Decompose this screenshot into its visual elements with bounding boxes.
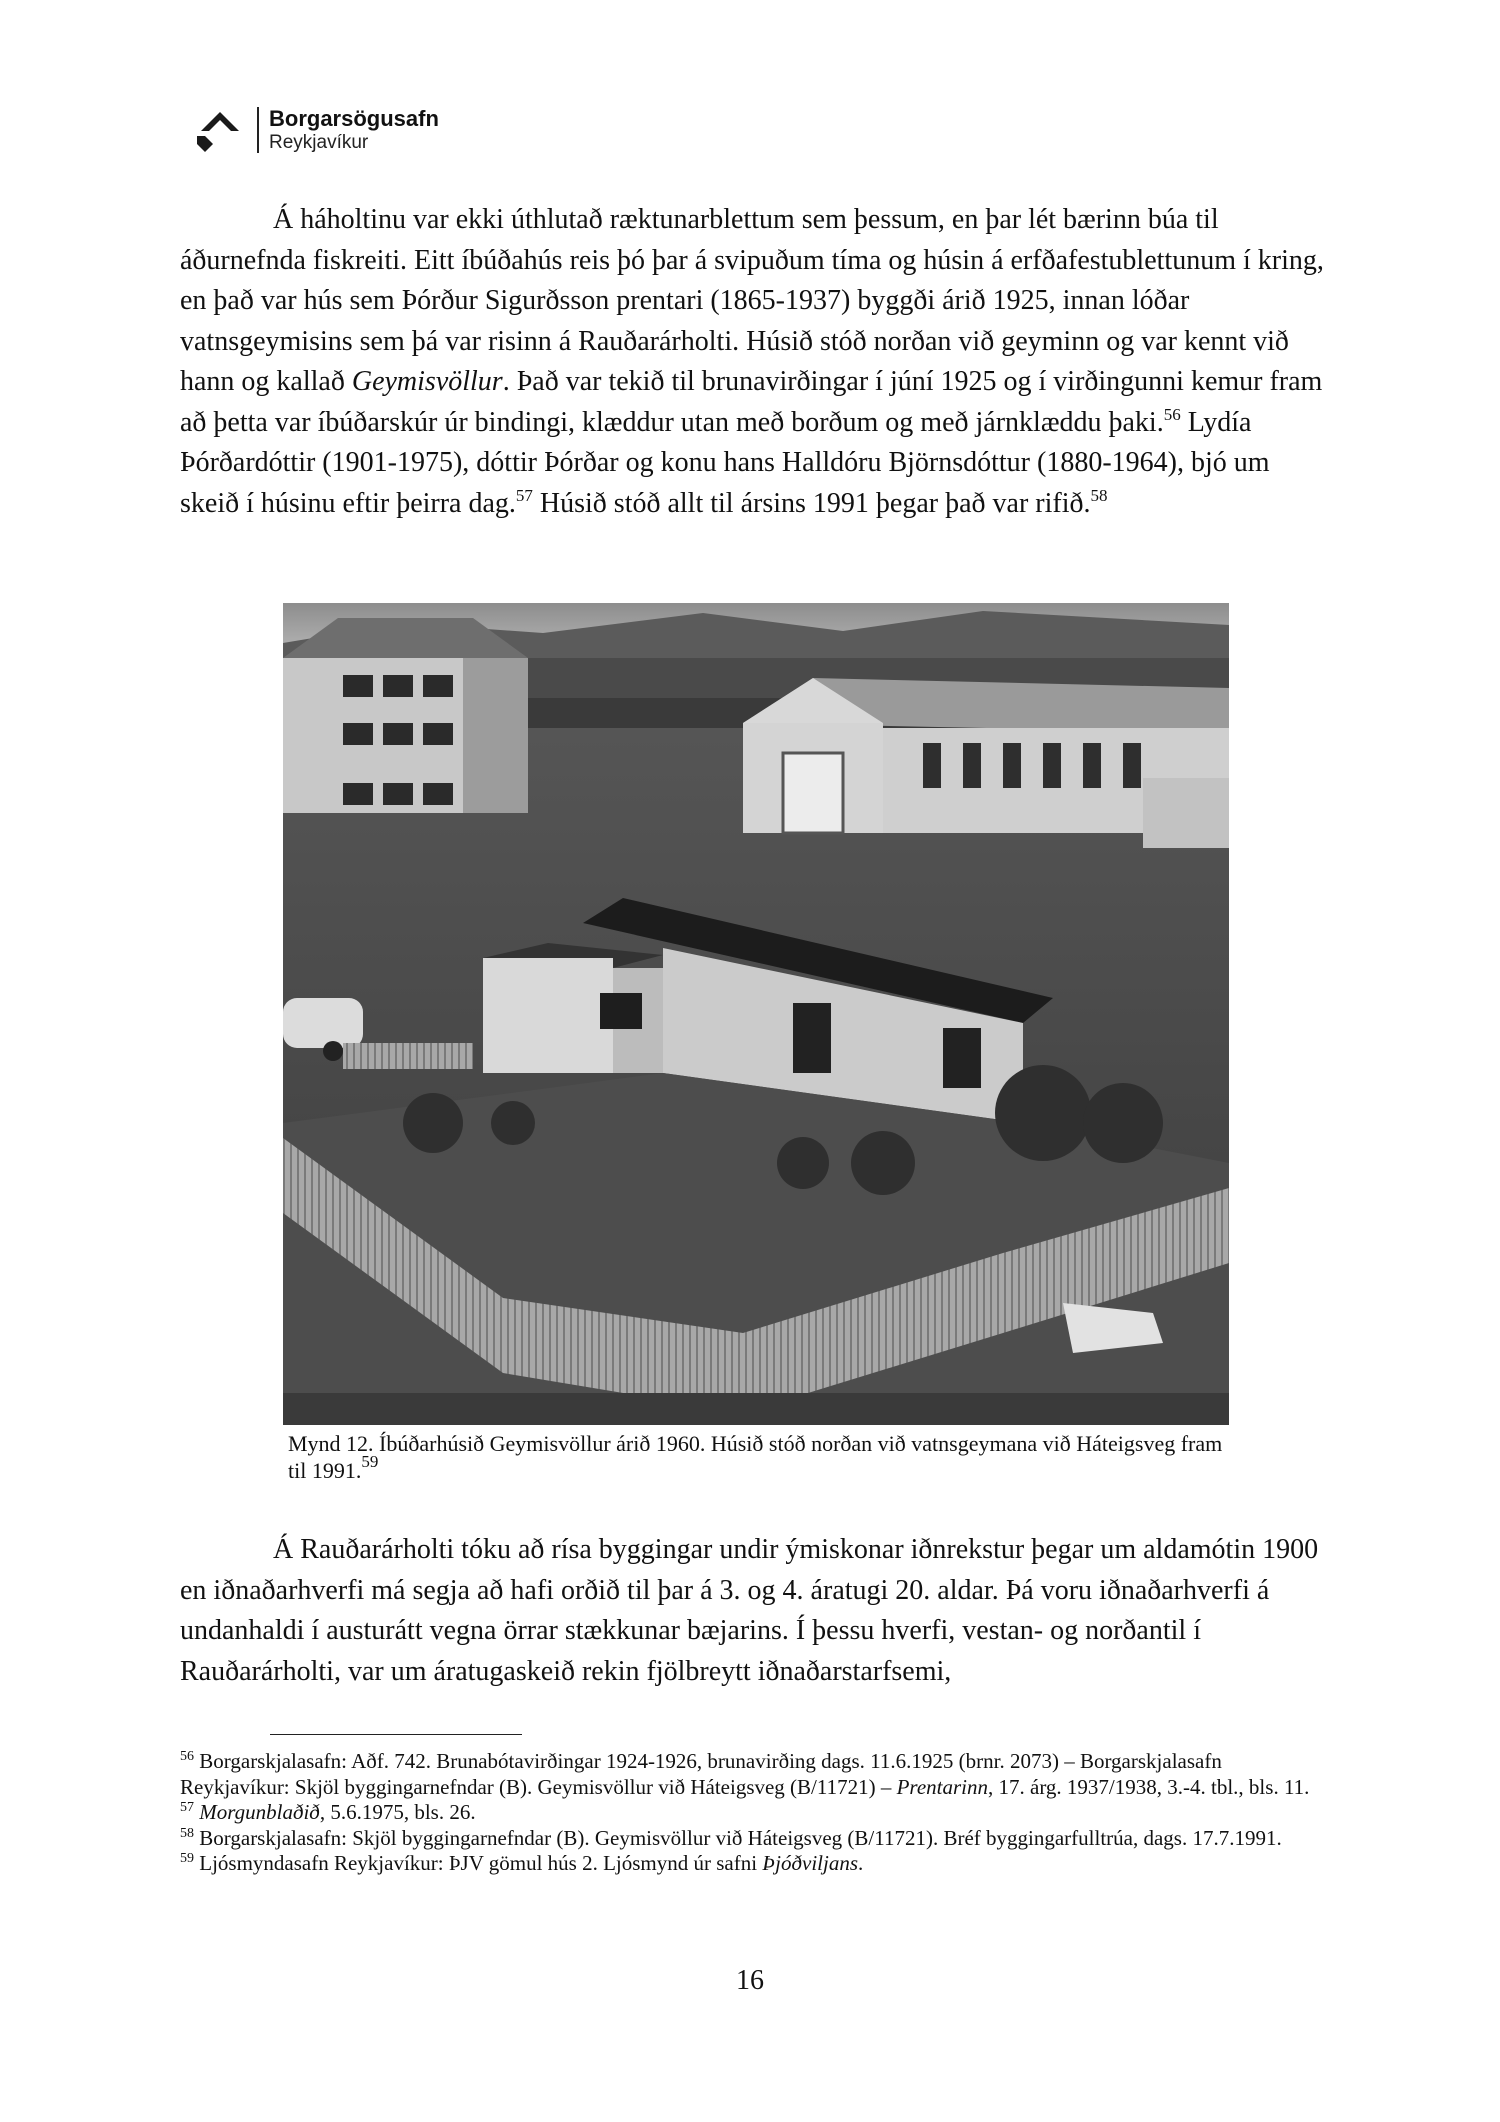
footnotes bbox=[180, 1749, 1332, 1877]
header-logo bbox=[193, 104, 439, 156]
footnote-ref-57[interactable]: 57 bbox=[515, 485, 533, 505]
page-number: 16 bbox=[736, 1965, 764, 1996]
footnote-59-number: 59 bbox=[180, 1851, 194, 1866]
footnote-57-italic: Morgunblaðið bbox=[199, 1800, 320, 1824]
footnote-59-italic: Þjóðviljans bbox=[762, 1851, 859, 1875]
footnote-56-italic: Prentarinn bbox=[896, 1774, 988, 1799]
footnote-58 bbox=[180, 1826, 1332, 1852]
paragraph-2 bbox=[180, 1530, 1332, 1692]
photo-illustration bbox=[283, 603, 1229, 1425]
footnote-ref-56[interactable]: 56 bbox=[1163, 404, 1181, 424]
footnote-59 bbox=[180, 1851, 1332, 1877]
footnote-58-text: Borgarskjalasafn: Skjöl byggingarnefndar (B). Geymisvöllur við Háteigsveg (B/11721). Bréf byggingarfulltrúa, dags. 17.7.1991. bbox=[199, 1825, 1282, 1850]
footnote-57-number: 57 bbox=[180, 1800, 194, 1815]
paragraph-1-part2: . Það var tekið til brunavirðingar í júní 1925 og í virðingunni kemur fram að þetta var íbúðarskúr úr bindingi, klæddur utan með borðum og með járnklæddu þaki. bbox=[180, 366, 1323, 438]
figure-caption bbox=[288, 1430, 1228, 1484]
footnote-separator bbox=[270, 1734, 522, 1735]
org-name: Borgarsögusafn bbox=[269, 106, 439, 132]
footnote-ref-59[interactable]: 59 bbox=[361, 1452, 379, 1471]
footnote-56 bbox=[180, 1749, 1332, 1800]
museum-logo-icon bbox=[193, 108, 247, 152]
logo-text bbox=[269, 106, 439, 153]
footnote-59-text-b: . bbox=[858, 1851, 864, 1875]
footnote-58-number: 58 bbox=[180, 1825, 194, 1841]
org-city: Reykjavíkur bbox=[269, 131, 369, 153]
paragraph-1-part4: Húsið stóð allt til ársins 1991 þegar það var rifið. bbox=[532, 487, 1091, 519]
photo-geymisvollur bbox=[283, 603, 1229, 1425]
footnote-56-text-b: , 17. árg. 1937/1938, 3.-4. tbl., bls. 11. bbox=[988, 1774, 1310, 1799]
footnote-56-number: 56 bbox=[180, 1749, 194, 1764]
footnote-56-text-a: Borgarskjalasafn: Aðf. 742. Brunabótavirðingar 1924-1926, brunavirðing dags. 11.6.1925 (brnr. 2073) – Borgarskjalasafn Reykjavíkur: Skjöl byggingarnefndar (B). Geymisvöllur við Háteigsveg (B/11721) – bbox=[180, 1749, 1222, 1799]
paragraph-1-part3: Lydía Þórðardóttir (1901-1975), dóttir Þórðar og konu hans Halldóru Björnsdóttur (1880-1964), bjó um skeið í húsinu eftir þeirra dag. bbox=[180, 406, 1270, 519]
paragraph-2-text: Á Rauðarárholti tóku að rísa byggingar undir ýmiskonar iðnrekstur þegar um aldamótin 1900 en iðnaðarhverfi má segja að hafi orðið til þar á 3. og 4. áratugi 20. aldar. Þá voru iðnaðarhverfi á undanhaldi í austurátt vegna örrar stækkunar bæjarins. Í þessu hverfi, vestan- og norðantil í Rauðarárholti, var um áratugaskeið rekin fjölbreytt iðnaðarstarfsemi, bbox=[180, 1534, 1319, 1687]
footnote-59-text-a: Ljósmyndasafn Reykjavíkur: ÞJV gömul hús 2. Ljósmynd úr safni bbox=[199, 1851, 763, 1875]
footnote-ref-58[interactable]: 58 bbox=[1090, 485, 1108, 505]
paragraph-1-part1: Á háholtinu var ekki úthlutað ræktunarblettum sem þessum, en þar lét bærinn búa til áðurnefnda fiskreiti. Eitt íbúðahús reis þó þar á svipuðum tíma og húsin á erfðafestublettunum í kring, en það var hús sem Þórður Sigurðsson prentari (1865-1937) byggði árið 1925, innan lóðar vatnsgeymisins sem þá var risinn á Rauðarárholti. Húsið stóð norðan við geyminn og var kennt við hann og kallað bbox=[180, 204, 1324, 397]
logo-divider bbox=[257, 107, 259, 153]
footnote-57 bbox=[180, 1800, 1332, 1826]
caption-text: Mynd 12. Íbúðarhúsið Geymisvöllur árið 1960. Húsið stóð norðan við vatnsgeymana við Háteigsveg fram til 1991. bbox=[288, 1431, 1223, 1483]
footnote-57-text-b: , 5.6.1975, bls. 26. bbox=[319, 1800, 476, 1824]
paragraph-1 bbox=[180, 200, 1332, 524]
paragraph-1-italic: Geymisvöllur bbox=[351, 366, 503, 397]
